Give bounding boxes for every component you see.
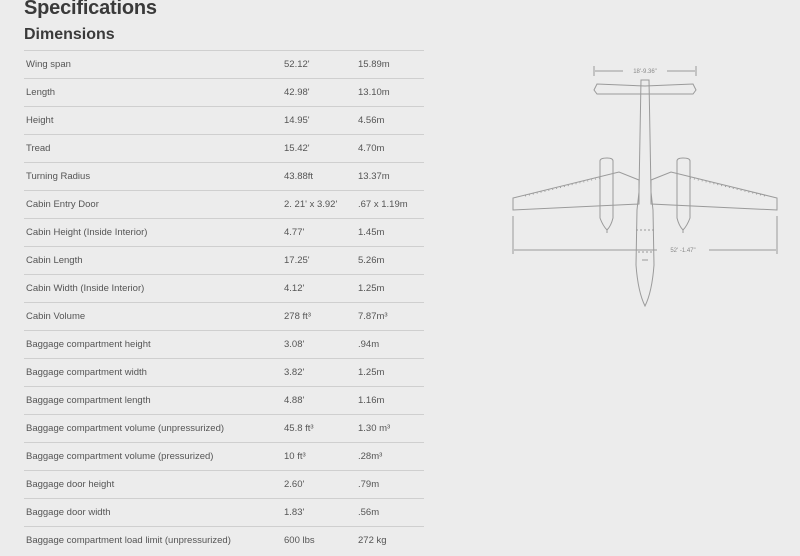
left-engine	[600, 158, 613, 230]
spec-imperial-value: 1.83'	[282, 499, 356, 527]
dimensions-table	[24, 50, 424, 554]
spec-name: Cabin Height (Inside Interior)	[24, 219, 282, 247]
spec-imperial-value: 43.88ft	[282, 163, 356, 191]
spec-name: Baggage compartment volume (pressurized)	[24, 443, 282, 471]
table-row	[24, 219, 424, 247]
spec-imperial-value: 3.08'	[282, 331, 356, 359]
spec-metric-value: .79m	[356, 471, 424, 499]
spec-imperial-value: 2.60'	[282, 471, 356, 499]
spec-name: Cabin Entry Door	[24, 191, 282, 219]
spec-metric-value: .94m	[356, 331, 424, 359]
aircraft-top-view-diagram	[505, 60, 785, 310]
spec-imperial-value: 45.8 ft³	[282, 415, 356, 443]
table-row	[24, 51, 424, 79]
table-row	[24, 191, 424, 219]
spec-imperial-value: 4.77'	[282, 219, 356, 247]
spec-name: Baggage compartment width	[24, 359, 282, 387]
spec-metric-value: 13.10m	[356, 79, 424, 107]
table-row	[24, 247, 424, 275]
spec-imperial-value: 10 ft³	[282, 443, 356, 471]
table-row	[24, 331, 424, 359]
spec-name: Turning Radius	[24, 163, 282, 191]
spec-name: Cabin Volume	[24, 303, 282, 331]
spec-metric-value: .56m	[356, 499, 424, 527]
spec-metric-value: 7.87m³	[356, 303, 424, 331]
table-row	[24, 163, 424, 191]
spec-metric-value: 5.26m	[356, 247, 424, 275]
wing-span-label: 52' -1.47"	[670, 248, 696, 254]
dimensions-table-body	[24, 51, 424, 555]
spec-imperial-value: 3.82'	[282, 359, 356, 387]
spec-metric-value: 15.89m	[356, 51, 424, 79]
spec-name: Baggage door width	[24, 499, 282, 527]
table-row	[24, 275, 424, 303]
table-row	[24, 443, 424, 471]
spec-imperial-value: 4.12'	[282, 275, 356, 303]
spec-name: Length	[24, 79, 282, 107]
spec-name: Baggage door height	[24, 471, 282, 499]
spec-metric-value: 4.56m	[356, 107, 424, 135]
table-row	[24, 471, 424, 499]
page-title: Specifications	[24, 0, 157, 19]
spec-name: Cabin Width (Inside Interior)	[24, 275, 282, 303]
right-engine	[677, 158, 690, 230]
spec-name: Cabin Length	[24, 247, 282, 275]
spec-imperial-value: 4.88'	[282, 387, 356, 415]
spec-metric-value: 272 kg	[356, 527, 424, 555]
spec-metric-value: 1.45m	[356, 219, 424, 247]
spec-imperial-value: 600 lbs	[282, 527, 356, 555]
spec-imperial-value: 52.12'	[282, 51, 356, 79]
spec-name: Baggage compartment length	[24, 387, 282, 415]
spec-imperial-value: 14.95'	[282, 107, 356, 135]
spec-name: Height	[24, 107, 282, 135]
table-row	[24, 359, 424, 387]
table-row	[24, 527, 424, 555]
spec-name: Baggage compartment volume (unpressurized)	[24, 415, 282, 443]
section-title-dimensions: Dimensions	[24, 26, 115, 43]
spec-metric-value: 1.25m	[356, 359, 424, 387]
spec-name: Baggage compartment height	[24, 331, 282, 359]
table-row	[24, 135, 424, 163]
spec-imperial-value: 15.42'	[282, 135, 356, 163]
table-row	[24, 387, 424, 415]
spec-imperial-value: 2. 21' x 3.92'	[282, 191, 356, 219]
horizontal-stabilizer	[594, 84, 696, 94]
spec-metric-value: .67 x 1.19m	[356, 191, 424, 219]
right-wing	[651, 172, 777, 210]
spec-imperial-value: 42.98'	[282, 79, 356, 107]
spec-metric-value: 1.16m	[356, 387, 424, 415]
tail-span-label: 18'-9.36"	[633, 69, 657, 75]
spec-metric-value: 1.25m	[356, 275, 424, 303]
spec-metric-value: 1.30 m³	[356, 415, 424, 443]
spec-metric-value: 4.70m	[356, 135, 424, 163]
spec-name: Tread	[24, 135, 282, 163]
wing-span-dimension	[513, 216, 777, 254]
table-row	[24, 499, 424, 527]
spec-name: Wing span	[24, 51, 282, 79]
spec-name: Baggage compartment load limit (unpressurized)	[24, 527, 282, 555]
table-row	[24, 415, 424, 443]
spec-metric-value: .28m³	[356, 443, 424, 471]
table-row	[24, 79, 424, 107]
left-wing	[513, 172, 639, 210]
spec-metric-value: 13.37m	[356, 163, 424, 191]
spec-imperial-value: 278 ft³	[282, 303, 356, 331]
table-row	[24, 303, 424, 331]
spec-imperial-value: 17.25'	[282, 247, 356, 275]
table-row	[24, 107, 424, 135]
